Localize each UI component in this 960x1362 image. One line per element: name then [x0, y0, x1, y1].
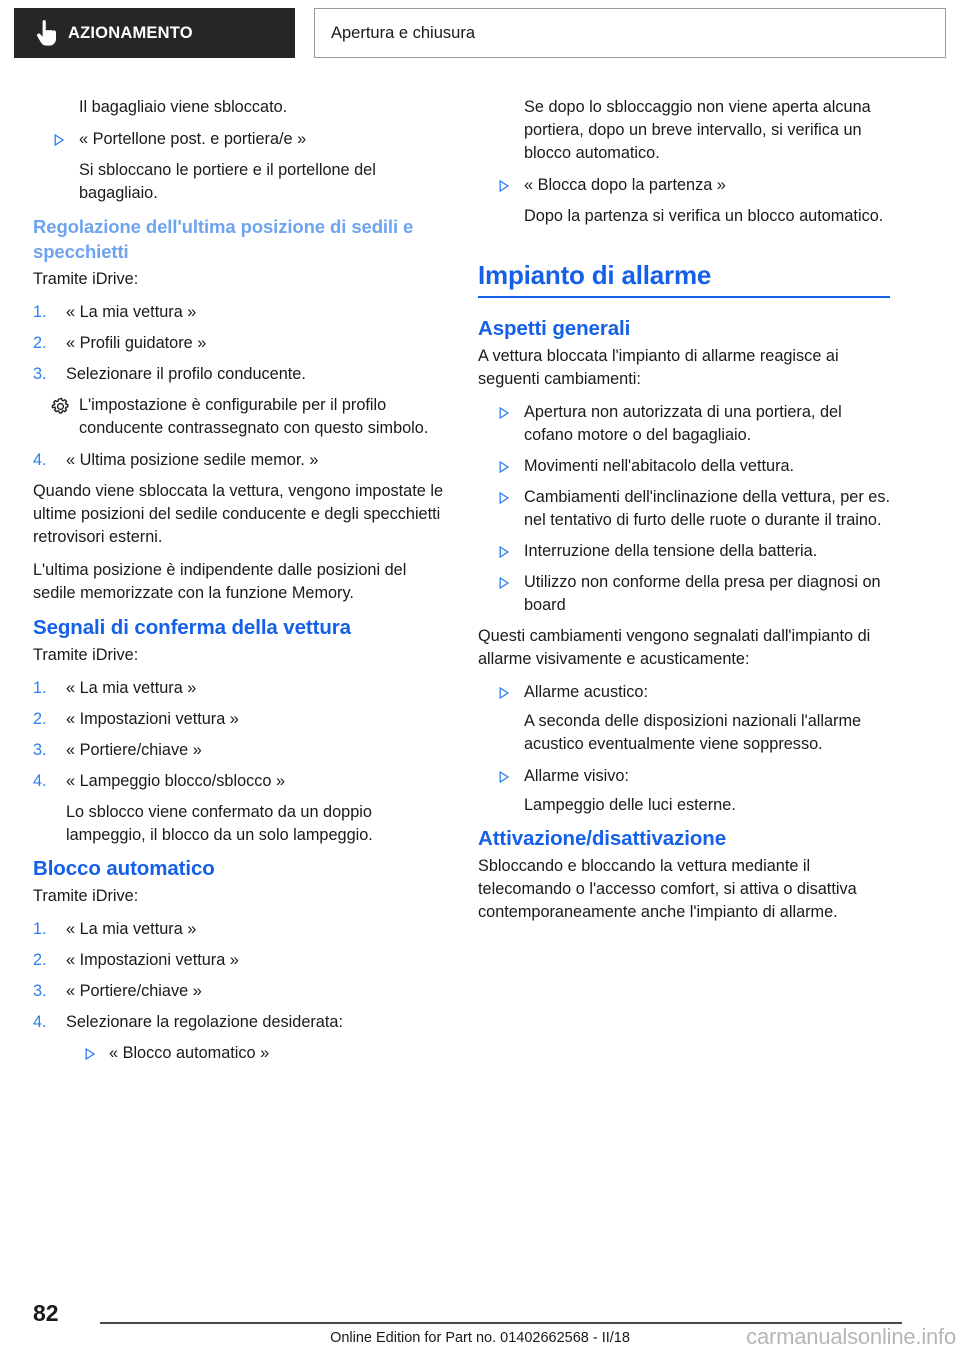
list-item [33, 301, 445, 324]
autolock-intro: Tramite iDrive: [33, 887, 139, 905]
heading-segnali-conferma: Segnali di conferma della vettura [33, 616, 351, 639]
list-item [33, 918, 445, 941]
watermark: carmanualsonline.info [746, 1324, 956, 1349]
list-item [33, 128, 445, 151]
list-marker: 1. [33, 679, 47, 697]
list-item-label: Cambiamenti dell'inclinazione della vettura, per es. nel tentativo di furto delle ruote o durante il traino. [524, 487, 891, 529]
pointing-hand-icon [34, 20, 56, 46]
mirrors-para-2: L'ultima posizione è indipendente dalle posizioni del sedile memorizzate con la funzione Memory. [33, 561, 407, 602]
list-item [33, 677, 445, 700]
list-marker: 3. [33, 741, 47, 759]
right-column [478, 96, 890, 934]
signals-step4-desc: Lo sblocco viene confermato da un doppio lampeggio, il blocco da un solo lampeggio. [66, 803, 373, 844]
list-item-label: « Profili guidatore » [66, 334, 207, 352]
list-marker: 2. [33, 951, 47, 969]
list-item [33, 1011, 445, 1034]
activation-para: Sbloccando e bloccando la vettura mediante il telecomando o l'accesso comfort, si attiva o disattiva contemporaneamente anche l'impianto di allarme. [478, 856, 857, 921]
list-item-label: « Portiere/chiave » [66, 982, 202, 1000]
list-item-label: Selezionare il profilo conducente. [66, 365, 306, 383]
triangle-bullet-icon [499, 407, 510, 419]
gear-note-label: L'impostazione è configurabile per il profilo conducente contrassegnato con questo simbolo. [79, 396, 429, 437]
page-number: 82 [33, 1300, 59, 1326]
chapter-title-rule [478, 296, 890, 298]
general-signals-para: Questi cambiamenti vengono segnalati dall'impianto di allarme visivamente e acusticamente: [478, 626, 871, 668]
mirrors-step-list [33, 301, 445, 386]
list-item [478, 455, 890, 478]
list-item [33, 949, 445, 972]
gear-icon [51, 397, 70, 416]
list-item-label: « Impostazioni vettura » [66, 951, 239, 969]
carryover-bullet-desc: Si sbloccano le portiere e il portellone del bagagliaio. [79, 161, 376, 202]
triangle-bullet-icon [499, 546, 510, 558]
section-tab[interactable] [314, 8, 946, 58]
list-item [478, 174, 890, 197]
list-item-label: « Portiere/chiave » [66, 741, 202, 759]
heading-aspetti-generali: Aspetti generali [478, 316, 631, 340]
gear-note [33, 394, 445, 440]
chapter-tab-label: AZIONAMENTO [68, 23, 193, 42]
list-item-label: « La mia vettura » [66, 920, 197, 938]
left-column [33, 96, 445, 1073]
triangle-bullet-icon [499, 577, 510, 589]
list-marker: 2. [33, 334, 47, 352]
carryover-bullet-list [33, 128, 445, 151]
list-item-label: Allarme visivo: [524, 766, 629, 785]
visual-desc: Lampeggio delle luci esterne. [524, 795, 736, 814]
list-item [33, 708, 445, 731]
list-item [33, 449, 445, 472]
heading-regolazione-ultima-posizione: Regolazione dell'ultima posizione di sedili e specchietti [33, 216, 414, 262]
chapter-tab[interactable] [14, 8, 295, 58]
list-item-label: « La mia vettura » [66, 679, 197, 697]
list-item-label: « Impostazioni vettura » [66, 710, 239, 728]
list-item-label: Utilizzo non conforme della presa per diagnosi on board [524, 572, 881, 614]
list-marker: 4. [33, 1013, 47, 1031]
list-marker: 2. [33, 710, 47, 728]
general-bullet-list [478, 401, 890, 617]
list-item [33, 770, 445, 793]
signals-intro: Tramite iDrive: [33, 646, 139, 664]
carryover-desc: Se dopo lo sbloccaggio non viene aperta alcuna portiera, dopo un breve intervallo, si verifica un blocco automatico. [524, 98, 871, 162]
heading-attivazione-disattivazione: Attivazione/disattivazione [478, 826, 727, 850]
list-item [478, 765, 890, 788]
triangle-bullet-icon [499, 180, 510, 192]
list-item-label: Interruzione della tensione della batteria. [524, 541, 818, 560]
list-marker: 4. [33, 451, 47, 469]
list-item [478, 540, 890, 563]
carryover-bullet-desc: Dopo la partenza si verifica un blocco automatico. [524, 207, 884, 225]
triangle-bullet-icon [499, 461, 510, 473]
list-item [33, 332, 445, 355]
list-item [478, 571, 890, 617]
list-marker: 1. [33, 303, 47, 321]
alarm-signal-list [478, 681, 890, 704]
triangle-bullet-icon [499, 771, 510, 783]
list-item [33, 363, 445, 386]
heading-blocco-automatico: Blocco automatico [33, 857, 215, 880]
carryover-text: Il bagagliaio viene sbloccato. [79, 98, 288, 116]
triangle-bullet-icon [499, 687, 510, 699]
list-marker: 3. [33, 982, 47, 1000]
alarm-signal-list-2 [478, 765, 890, 788]
section-tab-label: Apertura e chiusura [331, 23, 475, 42]
list-item-label: Selezionare la regolazione desiderata: [66, 1013, 343, 1031]
carryover-bullet-list [478, 174, 890, 197]
mirrors-intro: Tramite iDrive: [33, 270, 139, 288]
edition-note: Online Edition for Part no. 01402662568 - II/18 [330, 1330, 630, 1346]
mirrors-step-list-continued [33, 449, 445, 472]
list-item [478, 486, 890, 532]
list-item-label: Allarme acustico: [524, 682, 648, 701]
list-item [478, 401, 890, 447]
mirrors-para-1: Quando viene sbloccata la vettura, vengono impostate le ultime posizioni del sedile conducente e degli specchietti retrovisori esterni. [33, 482, 444, 546]
list-item-label: « Blocco automatico » [109, 1044, 270, 1062]
triangle-bullet-icon [499, 492, 510, 504]
list-marker: 4. [33, 772, 47, 790]
list-marker: 3. [33, 365, 47, 383]
triangle-bullet-icon [54, 134, 65, 146]
list-item-label: Movimenti nell'abitacolo della vettura. [524, 456, 795, 475]
chapter-title-impianto-allarme: Impianto di allarme [478, 260, 712, 290]
list-item-label: « Portellone post. e portiera/e » [79, 130, 307, 148]
list-item [33, 980, 445, 1003]
list-item-label: « Lampeggio blocco/sblocco » [66, 772, 286, 790]
list-item [33, 739, 445, 762]
list-item-label: Apertura non autorizzata di una portiera, del cofano motore o del bagagliaio. [524, 402, 842, 444]
list-item-label: « Blocca dopo la partenza » [524, 176, 726, 194]
autolock-option-list [33, 1042, 445, 1065]
page-footer [0, 1282, 960, 1362]
page-header [14, 8, 946, 58]
list-item-label: « Ultima posizione sedile memor. » [66, 451, 319, 469]
list-marker: 1. [33, 920, 47, 938]
autolock-step-list [33, 918, 445, 1034]
acoustic-desc: A seconda delle disposizioni nazionali l'allarme acustico eventualmente viene soppresso. [524, 711, 862, 753]
general-intro: A vettura bloccata l'impianto di allarme reagisce ai seguenti cambiamenti: [478, 346, 839, 388]
signals-step-list [33, 677, 445, 793]
list-item [33, 1042, 445, 1065]
list-item-label: « La mia vettura » [66, 303, 197, 321]
list-item [478, 681, 890, 704]
triangle-bullet-icon [85, 1048, 96, 1060]
